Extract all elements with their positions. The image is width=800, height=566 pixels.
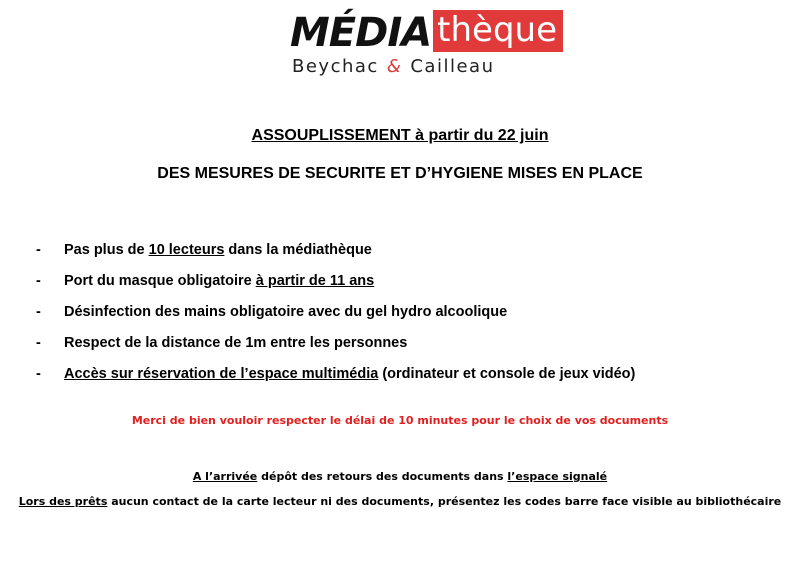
dash-marker: -	[36, 241, 41, 258]
dash-marker: -	[36, 303, 41, 320]
list-item	[36, 234, 776, 265]
bullet-text	[64, 273, 374, 289]
logo-media-text: MÉDIA	[290, 10, 432, 56]
loans-label: Lors des prêts	[18, 495, 108, 508]
logo-place-cailleau: Cailleau	[410, 56, 495, 77]
mediatheque-logo	[290, 6, 558, 78]
loans-text: aucun contact de la carte lecteur ni des documents, présentez les codes barre face visible au bibliothécaire	[107, 495, 782, 508]
logo-location	[292, 56, 494, 77]
logo-wordmark	[290, 6, 563, 56]
time-limit-notice: Merci de bien vouloir respecter le délai de 10 minutes pour le choix de vos documents	[131, 414, 669, 427]
arrival-text: dépôt des retours des documents dans	[257, 470, 508, 483]
bullet-text-part: Pas plus de	[64, 241, 149, 258]
bullet-text-part: (ordinateur et console de jeux vidéo)	[378, 365, 636, 382]
bullet-text-part: Port du masque obligatoire	[64, 272, 256, 289]
arrival-label: A l’arrivée	[192, 470, 258, 483]
measures-list	[36, 234, 776, 389]
bullet-text	[64, 366, 635, 382]
bullet-text: Respect de la distance de 1m entre les personnes	[64, 334, 408, 351]
dash-marker: -	[36, 365, 41, 382]
logo-place-beychac: Beychac	[292, 56, 379, 77]
page-title: ASSOUPLISSEMENT à partir du 22 juin	[251, 127, 549, 144]
bullet-text-part: dans la médiathèque	[224, 241, 372, 258]
dash-marker: -	[36, 334, 41, 351]
logo-theque-text: thèque	[433, 10, 563, 52]
arrival-instructions	[0, 470, 800, 483]
list-item	[36, 296, 776, 327]
page-subtitle: DES MESURES DE SECURITE ET D’HYGIENE MISES EN PLACE	[157, 165, 643, 182]
list-item	[36, 327, 776, 358]
dash-marker: -	[36, 272, 41, 289]
logo-ampersand: &	[386, 56, 403, 77]
return-area-label: l’espace signalé	[507, 470, 608, 483]
loan-instructions	[0, 495, 800, 508]
bullet-underlined: à partir de 11 ans	[255, 272, 375, 289]
bullet-underlined: 10 lecteurs	[148, 241, 225, 258]
list-item	[36, 265, 776, 296]
bullet-text: Désinfection des mains obligatoire avec du gel hydro alcoolique	[64, 303, 508, 320]
list-item	[36, 358, 776, 389]
bullet-text	[64, 242, 372, 258]
bullet-underlined: Accès sur réservation de l’espace multimédia	[64, 365, 379, 382]
